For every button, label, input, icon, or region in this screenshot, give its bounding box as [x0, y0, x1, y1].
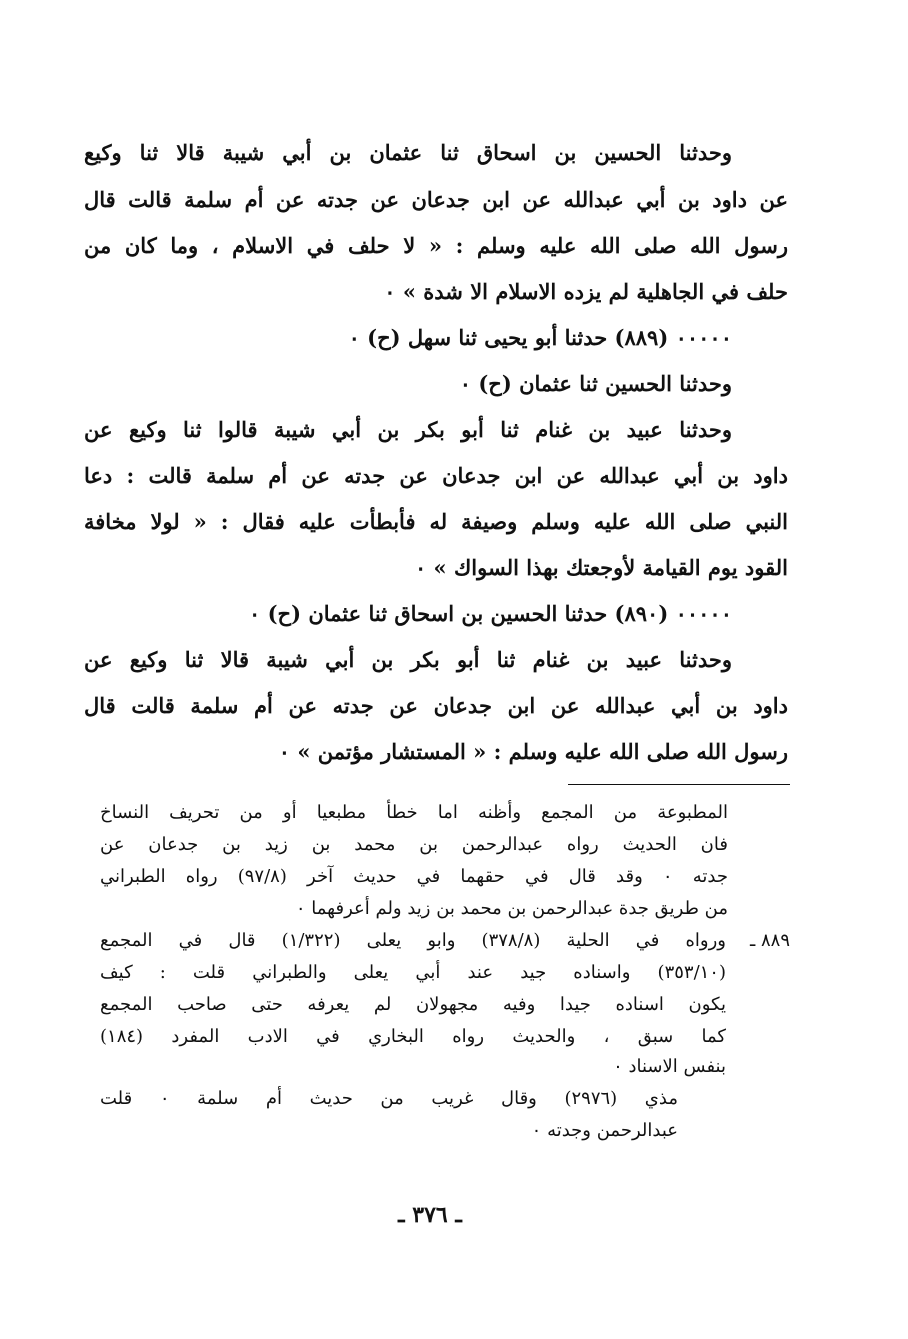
- text-line: ٠٠٠٠٠ (٨٨٩) حدثنا أبو يحيى ثنا سهل (ح) ٠: [348, 325, 732, 350]
- footnote-line: فان الحديث رواه عبدالرحمن بن محمد بن زيد بن جدعان عن: [100, 834, 728, 855]
- footnote-line: كما سبق ، والحديث رواه البخاري في الادب المفرد (١٨٤): [100, 1026, 726, 1047]
- text-line: ٠٠٠٠٠ (٨٩٠) حدثنا الحسين بن اسحاق ثنا عثمان (ح) ٠: [249, 601, 732, 626]
- footnote-line: بنفس الاسناد ٠: [613, 1056, 726, 1077]
- text-line: رسول الله صلى الله عليه وسلم : « لا حلف في الاسلام ، وما كان من: [84, 233, 788, 258]
- footnote-separator: [568, 784, 790, 785]
- text-line: وحدثنا الحسين بن اسحاق ثنا عثمان بن أبي شيبة قالا ثنا وكيع: [84, 140, 732, 165]
- text-line: رسول الله صلى الله عليه وسلم : « المستشار مؤتمن » ٠: [278, 739, 788, 764]
- text-line: داود بن أبي عبدالله عن ابن جدعان عن جدته عن أم سلمة قالت قال: [84, 693, 788, 718]
- footnote-line: (٣٥٣/١٠) واسناده جيد عند أبي يعلى والطبراني قلت : كيف: [100, 962, 726, 983]
- footnote-line: مذي (٢٩٧٦) وقال غريب من حديث أم سلمة ٠ قلت: [100, 1088, 678, 1109]
- text-line: داود بن أبي عبدالله عن ابن جدعان عن جدته عن أم سلمة قالت : دعا: [84, 463, 788, 488]
- text-line: عن داود بن أبي عبدالله عن ابن جدعان عن جدته عن أم سلمة قالت قال: [84, 187, 788, 212]
- footnote-line: من طريق جدة عبدالرحمن بن محمد بن زيد ولم أعرفهما ٠: [295, 898, 728, 919]
- text-line: وحدثنا عبيد بن غنام ثنا أبو بكر بن أبي شيبة قالوا ثنا وكيع عن: [84, 417, 732, 442]
- footnote-line: عبدالرحمن وجدته ٠: [531, 1120, 678, 1141]
- footnote-line: ورواه في الحلية (٣٧٨/٨) وابو يعلى (١/٣٢٢) قال في المجمع: [100, 930, 726, 951]
- text-line: القود يوم القيامة لأوجعتك بهذا السواك » ٠: [414, 555, 788, 580]
- text-line: وحدثنا الحسين ثنا عثمان (ح) ٠: [459, 371, 732, 396]
- footnote-line: المطبوعة من المجمع وأظنه اما خطأ مطبعيا أو من تحريف النساخ: [100, 802, 728, 823]
- footnote-number: ٨٨٩ ـ: [749, 930, 790, 951]
- footnote-line: جدته ٠ وقد قال في حقهما في حديث آخر (٩٧/٨) رواه الطبراني: [100, 866, 728, 887]
- text-line: وحدثنا عبيد بن غنام ثنا أبو بكر بن أبي شيبة قالا ثنا وكيع عن: [84, 647, 732, 672]
- text-line: حلف في الجاهلية لم يزده الاسلام الا شدة » ٠: [384, 279, 788, 304]
- footnote-line: يكون اسناده جيدا وفيه مجهولان لم يعرفه حتى صاحب المجمع: [100, 994, 726, 1015]
- page-number: ـ ٣٧٦ ـ: [398, 1202, 462, 1228]
- text-line: النبي صلى الله عليه وسلم وصيفة له فأبطأت عليه فقال : « لولا مخافة: [84, 509, 788, 534]
